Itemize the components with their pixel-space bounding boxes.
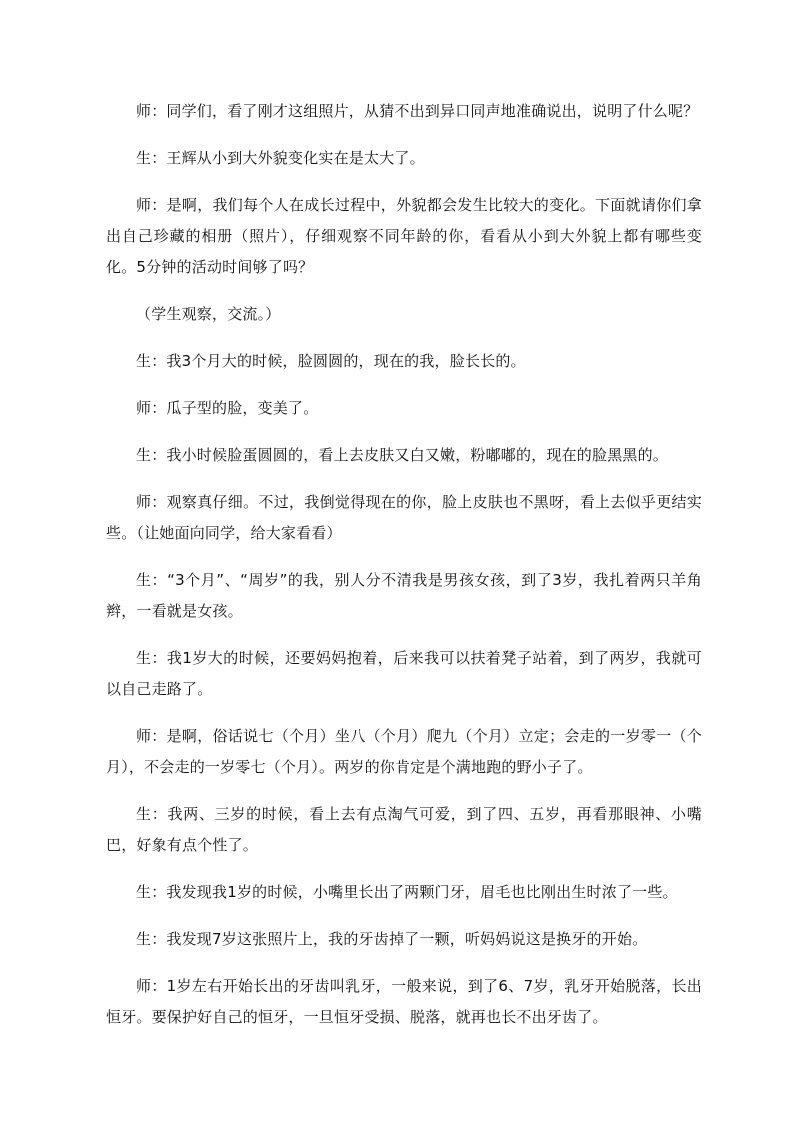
dialogue-paragraph: 师：是啊，我们每个人在成长过程中，外貌都会发生比较大的变化。下面就请你们拿出自己珍藏的相册（照片），仔细观察不同年龄的你，看看从小到大外貌上都有哪些变化。5分钟的活动时间够了吗？ xyxy=(106,196,702,276)
document-body xyxy=(106,96,702,1049)
dialogue-paragraph: 生：我3个月大的时候，脸圆圆的，现在的我，脸长长的。 xyxy=(136,352,526,370)
dialogue-paragraph: 生：我发现7岁这张照片上，我的牙齿掉了一颗，听妈妈说这是换牙的开始。 xyxy=(136,930,648,948)
dialogue-paragraph: 生：王辉从小到大外貌变化实在是太大了。 xyxy=(136,149,425,167)
stage-direction: （学生观察，交流。） xyxy=(136,305,281,323)
dialogue-paragraph: 师：1岁左右开始长出的牙齿叫乳牙，一般来说，到了6、7岁，乳牙开始脱落，长出恒牙。要保护好自己的恒牙，一旦恒牙受损、脱落，就再也长不出牙齿了。 xyxy=(106,977,702,1026)
dialogue-paragraph: 生：我1岁大的时候，还要妈妈抱着，后来我可以扶着凳子站着，到了两岁，我就可以自己走路了。 xyxy=(106,649,702,698)
dialogue-paragraph: 师：瓜子型的脸，变美了。 xyxy=(136,399,319,417)
dialogue-paragraph: 生：“3个月”、“周岁”的我，别人分不清我是男孩女孩，到了3岁，我扎着两只羊角辫，一看就是女孩。 xyxy=(106,571,702,620)
dialogue-paragraph: 师：观察真仔细。不过，我倒觉得现在的你，脸上皮肤也不黑呀，看上去似乎更结实些。（让她面向同学，给大家看看） xyxy=(106,493,702,542)
dialogue-paragraph: 师：同学们，看了刚才这组照片，从猜不出到异口同声地准确说出，说明了什么呢？ xyxy=(136,102,699,120)
dialogue-paragraph: 生：我小时候脸蛋圆圆的，看上去皮肤又白又嫩，粉嘟嘟的，现在的脸黑黑的。 xyxy=(136,446,669,464)
dialogue-paragraph: 师：是啊，俗话说七（个月）坐八（个月）爬九（个月）立定；会走的一岁零一（个月），不会走的一岁零七（个月）。两岁的你肯定是个满地跑的野小子了。 xyxy=(106,727,702,776)
dialogue-paragraph: 生：我两、三岁的时候，看上去有点淘气可爱，到了四、五岁，再看那眼神、小嘴巴，好象有点个性了。 xyxy=(106,805,702,854)
dialogue-paragraph: 生：我发现我1岁的时候，小嘴里长出了两颗门牙，眉毛也比刚出生时浓了一些。 xyxy=(136,883,678,901)
